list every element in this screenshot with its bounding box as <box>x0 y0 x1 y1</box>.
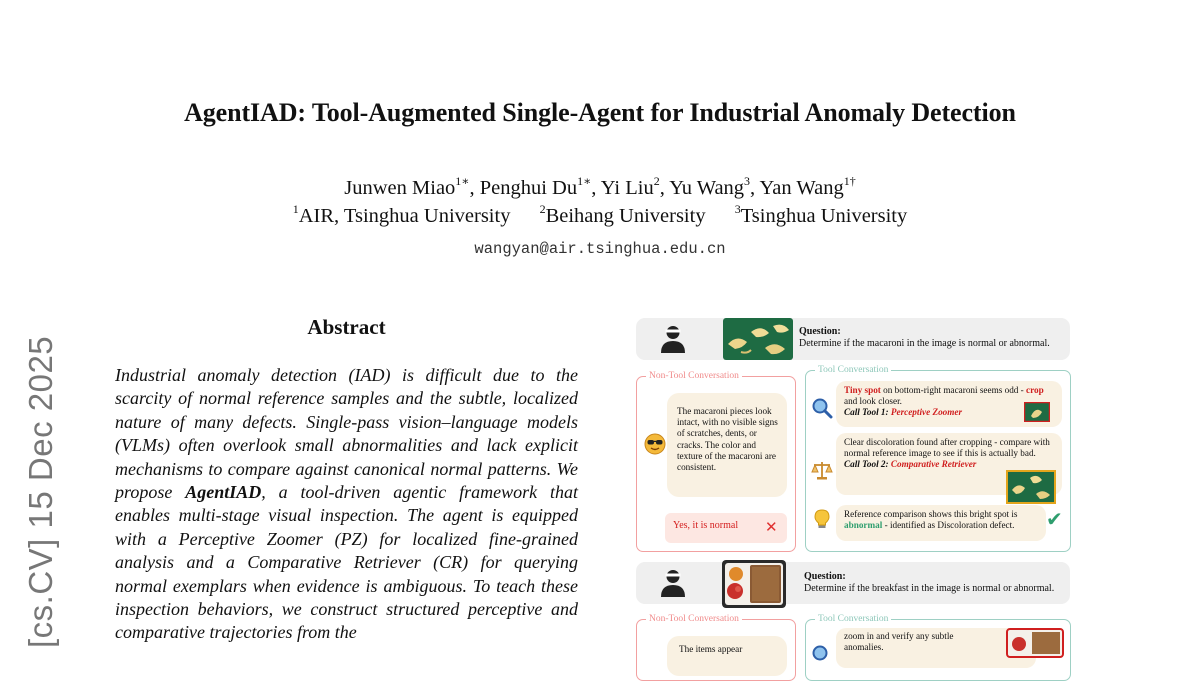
author-affil-sup: 3 <box>744 174 751 188</box>
author-name: Penghui Du <box>479 177 578 199</box>
non-tool-answer: Yes, it is normal <box>665 513 787 543</box>
question-bar <box>636 318 1070 360</box>
affiliation: $^1$AIR, Tsinghua University <box>292 202 511 227</box>
abstract-heading: Abstract <box>307 315 386 339</box>
scale-icon <box>811 459 833 481</box>
tool-step-3: Reference comparison shows this bright spot is abnormal - identified as Discoloration defect. <box>836 505 1046 541</box>
affiliation: $^3$Tsinghua University <box>734 202 908 227</box>
macaroni-image <box>723 318 793 360</box>
affiliation: $^2$Beihang University <box>539 202 706 227</box>
reference-image-thumbnail <box>1006 470 1056 504</box>
non-tool-panel <box>636 614 796 681</box>
author-affil-sup: 2 <box>653 174 660 188</box>
sunglasses-emoji-icon <box>644 433 666 455</box>
check-icon: ✔ <box>1046 507 1063 531</box>
affiliation-list <box>0 202 1200 228</box>
author-list: Junwen Miao$^{1∗}$, Penghui $Du^{1∗}$, Yi Liu$^2$, Yu Wang$^3$, Yan Wang$^{1\dagger}$ <box>344 174 856 199</box>
author-affil-sup: 1† <box>843 174 856 188</box>
non-tool-panel <box>636 371 796 552</box>
person-icon <box>658 568 688 598</box>
question-bar <box>636 562 1070 604</box>
teaser-figure <box>636 318 1072 654</box>
contact-email[interactable]: wangyan@air.tsinghua.edu.cn <box>474 240 726 258</box>
tool-step-2: Clear discoloration found after cropping - compare with normal reference image to see if this is actually bad. Call Tool 2: Comparative Retriever <box>836 433 1062 495</box>
author-affil-sup: 1∗ <box>455 174 470 188</box>
author-name: Yu Wang <box>669 177 745 199</box>
panel-label: Tool Conversation <box>815 364 891 376</box>
framework-name: AgentIAD <box>185 482 262 503</box>
author-name: Yan Wang <box>759 177 844 199</box>
question-text: Question: Determine if the breakfast in the image is normal or abnormal. <box>804 571 1055 594</box>
abstract-body: Industrial anomaly detection (IAD) is difficult due to the scarcity of normal reference samples and the subtle, localized nature of many defects. Single-pass vision–language models (VLMs) often overlook small abnormalities and lack explicit mechanisms to compare against canonical normal patterns. We propose AgentIAD, a tool-driven agentic framework that enables multi-stage visual inspection. The agent is equipped with a Perceptive Zoomer (PZ) for localized fine-grained analysis and a Comparative Retriever (CR) for querying normal exemplars when evidence is ambiguous. To teach these inspection behaviors, we construct structured perceptive and comparative trajectories from the <box>115 365 578 643</box>
paper-title: AgentIAD: Tool-Augmented Single-Agent for Industrial Anomaly Detection <box>184 98 1016 127</box>
tool-step-1: zoom in and verify any subtle anomalies. <box>836 628 1036 668</box>
author-name: Junwen Miao <box>344 177 456 199</box>
panel-label: Tool Conversation <box>815 613 891 625</box>
magnifier-icon <box>811 397 833 419</box>
arxiv-side-stamp: [cs.CV] 15 Dec 2025 <box>22 335 59 648</box>
magnifier-icon <box>811 644 833 666</box>
breakfast-image <box>722 560 786 608</box>
tool-panel <box>805 365 1071 552</box>
question-text: Question: Determine if the macaroni in the image is normal or abnormal. <box>799 326 1050 349</box>
zoomed-crop-thumbnail <box>1024 402 1050 422</box>
tool-panel <box>805 614 1071 681</box>
person-icon <box>658 324 688 354</box>
non-tool-reply-bubble: The items appear <box>667 636 787 676</box>
panel-label: Non-Tool Conversation <box>646 613 742 625</box>
zoomed-crop-thumbnail <box>1006 628 1064 658</box>
author-affil-sup: 1∗ <box>577 174 592 188</box>
non-tool-reply-bubble: The macaroni pieces look intact, with no visible signs of scratches, dents, or cracks. The color and texture of the macaroni are consistent. <box>667 393 787 497</box>
lightbulb-icon <box>811 508 833 530</box>
tool-step-1: Tiny spot on bottom-right macaroni seems odd - crop and look closer. Call Tool 1: Perceptive Zoomer <box>836 381 1062 427</box>
author-name: Yi Liu <box>600 177 654 199</box>
cross-icon: ✕ <box>765 518 778 536</box>
panel-label: Non-Tool Conversation <box>646 370 742 382</box>
